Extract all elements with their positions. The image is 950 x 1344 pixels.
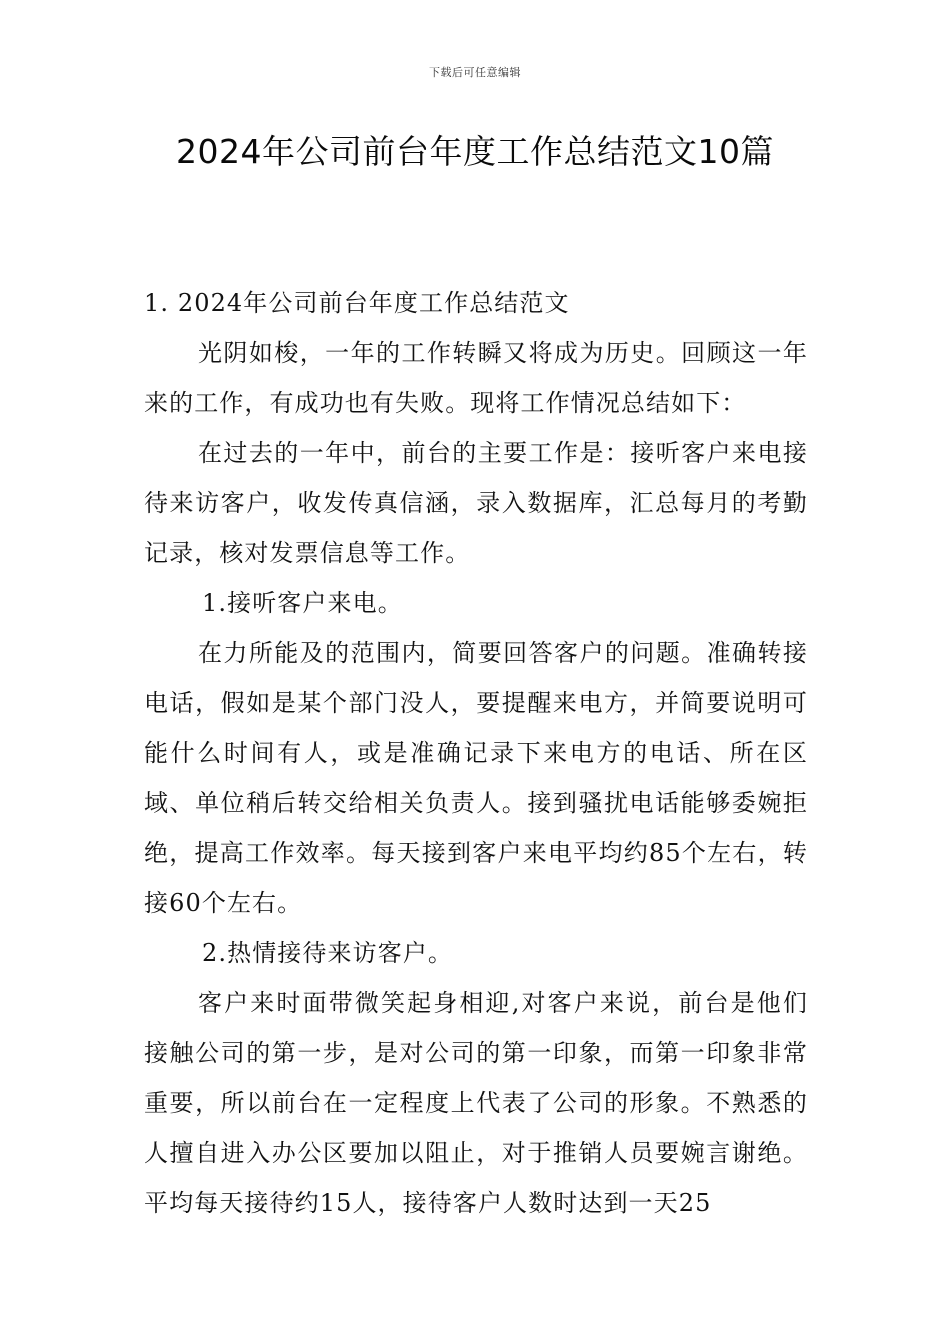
subheading-answer-calls: 1.接听客户来电。: [202, 589, 403, 617]
subheading-receive-visitors: 2.热情接待来访客户。: [202, 939, 453, 967]
paragraph-answer-calls: 在力所能及的范围内，简要回答客户的问题。准确转接电话，假如是某个部门没人，要提醒来电方，并简要说明可能什么时间有人，或是准确记录下来电方的电话、所在区域、单位稍后转交给相关负责人。接到骚扰电话能够委婉拒绝，提高工作效率。每天接到客户来电平均约85个左右，转接60个左右。: [144, 639, 808, 917]
paragraph-intro: 光阴如梭，一年的工作转瞬又将成为历史。回顾这一年来的工作，有成功也有失败。现将工作情况总结如下：: [144, 339, 808, 417]
document-body: [144, 278, 808, 1228]
paragraph-receive-visitors: 客户来时面带微笑起身相迎,对客户来说，前台是他们接触公司的第一步，是对公司的第一印象，而第一印象非常重要，所以前台在一定程度上代表了公司的形象。不熟悉的人擅自进入办公区要加以阻止，对于推销人员要婉言谢绝。平均每天接待约15人，接待客户人数时达到一天25: [144, 989, 808, 1217]
paragraph-main-duties: 在过去的一年中，前台的主要工作是：接听客户来电接待来访客户，收发传真信涵，录入数据库，汇总每月的考勤记录，核对发票信息等工作。: [144, 439, 808, 567]
document-title: 2024年公司前台年度工作总结范文10篇: [176, 132, 774, 171]
header-note: 下载后可任意编辑: [429, 66, 521, 79]
section-heading: 1. 2024年公司前台年度工作总结范文: [144, 289, 570, 317]
